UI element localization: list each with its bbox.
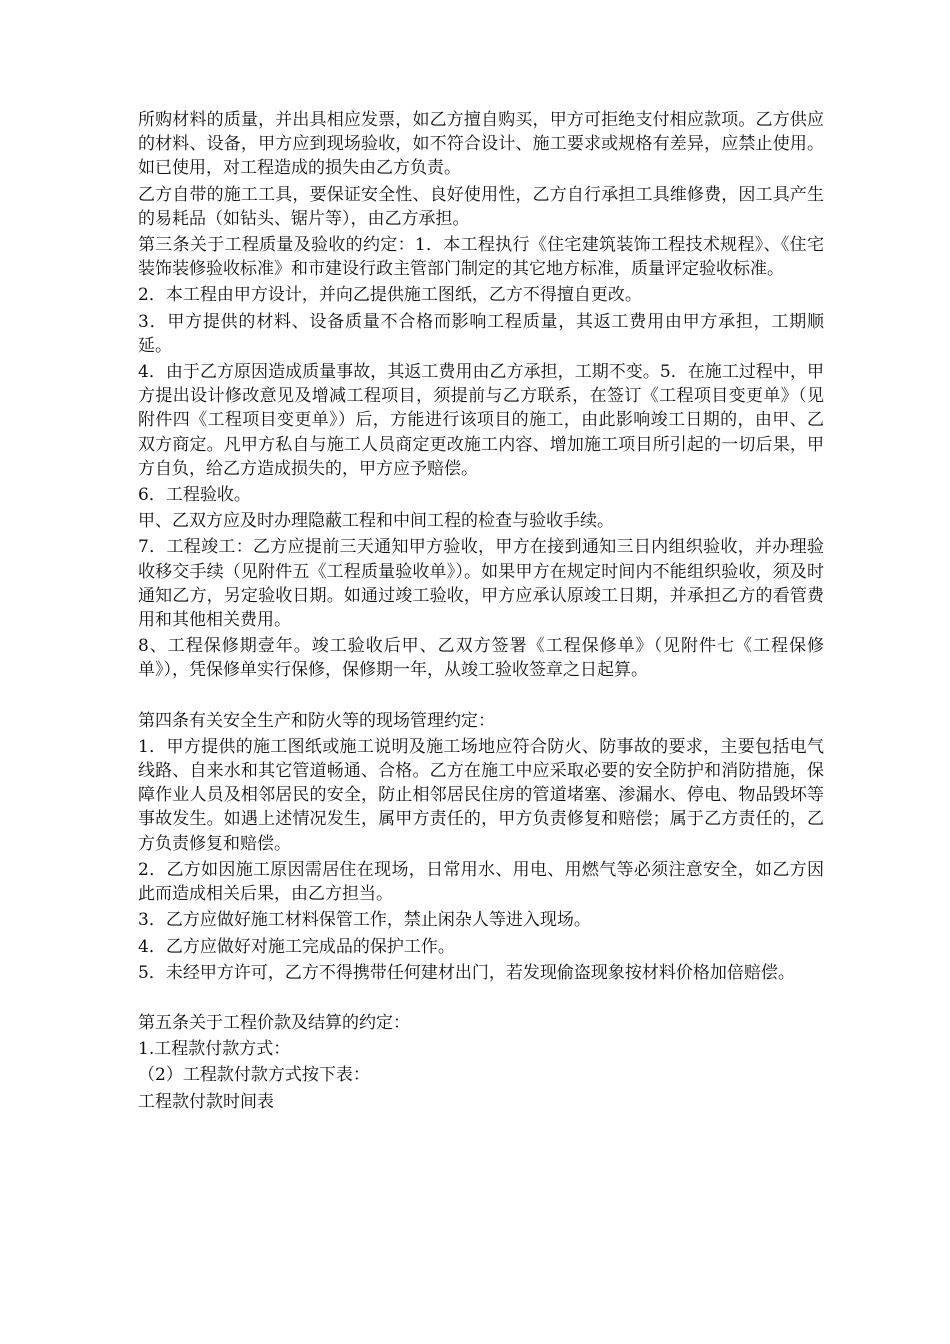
block-2 <box>138 709 824 985</box>
paragraph: （2）工程款付款方式按下表： <box>138 1065 370 1086</box>
paragraph: 8、工程保修期壹年。竣工验收后甲、乙双方签署《工程保修单》（见附件七《工程保修单》），凭保修单实行保修，保修期一年，从竣工验收签章之日起算。 <box>138 636 824 681</box>
paragraph: 3．乙方应做好施工材料保管工作，禁止闲杂人等进入现场。 <box>138 910 591 931</box>
block-3 <box>138 1011 824 1114</box>
paragraph: 乙方自带的施工工具，要保证安全性、良好使用性，乙方自行承担工具维修费，因工具产生的易耗品（如钻头、锯片等），由乙方承担。 <box>138 184 824 229</box>
paragraph: 7．工程竣工：乙方应提前三天通知甲方验收，甲方在接到通知三日内组织验收，并办理验收移交手续（见附件五《工程质量验收单》）。如果甲方在规定时间内不能组织验收，须及时通知乙方，另定验收日期。如通过竣工验收，甲方应承认原竣工日期，并承担乙方的看管费用和其他相关费用。 <box>138 537 824 631</box>
section-heading: 第四条有关安全生产和防火等的现场管理约定： <box>138 710 495 731</box>
paragraph: 6．工程验收。 <box>138 485 251 506</box>
section-gap <box>138 987 824 1011</box>
paragraph: 第三条关于工程质量及验收的约定：1．本工程执行《住宅建筑装饰工程技术规程》、《住宅装饰装修验收标准》和市建设行政主管部门制定的其它地方标准，质量评定验收标准。 <box>138 235 824 280</box>
section-gap <box>138 685 824 709</box>
section-heading: 第五条关于工程价款及结算的约定： <box>138 1012 410 1033</box>
document-page <box>138 108 824 1116</box>
paragraph: 5．未经甲方许可，乙方不得携带任何建材出门，若发现偷盗现象按材料价格加倍赔偿。 <box>138 962 795 983</box>
paragraph: 2．乙方如因施工原因需居住在现场，日常用水、用电、用燃气等必须注意安全，如乙方因此而造成相关后果，由乙方担当。 <box>138 859 824 905</box>
paragraph: 2．本工程由甲方设计，并向乙提供施工图纸，乙方不得擅自更改。 <box>138 285 642 306</box>
paragraph: 甲、乙双方应及时办理隐蔽工程和中间工程的检查与验收手续。 <box>138 511 614 532</box>
paragraph: 所购材料的质量，并出具相应发票，如乙方擅自购买，甲方可拒绝支付相应款项。乙方供应的材料、设备，甲方应到现场验收，如不符合设计、施工要求或规格有差异，应禁止使用。如已使用，对工程造成的损失由乙方负责。 <box>138 110 824 179</box>
block-1 <box>138 108 824 683</box>
table-caption: 工程款付款时间表 <box>138 1091 274 1112</box>
paragraph: 1.工程款付款方式： <box>138 1039 291 1060</box>
paragraph: 3．甲方提供的材料、设备质量不合格而影响工程质量，其返工费用由甲方承担，工期顺延。 <box>138 311 824 356</box>
paragraph: 4．由于乙方原因造成质量事故，其返工费用由乙方承担，工期不变。5．在施工过程中，甲方提出设计修改意见及增减工程项目，须提前与乙方联系，在签订《工程项目变更单》（见附件四《工程项目变更单》）后，方能进行该项目的施工，由此影响竣工日期的，由甲、乙双方商定。凡甲方私自与施工人员商定更改施工内容、增加施工项目所引起的一切后果，甲方自负，给乙方造成损失的，甲方应予赔偿。 <box>138 362 824 479</box>
paragraph: 1．甲方提供的施工图纸或施工说明及施工场地应符合防火、防事故的要求，主要包括电气线路、自来水和其它管道畅通、合格。乙方在施工中应采取必要的安全防护和消防措施，保障作业人员及相邻居民的安全，防止相邻居民住房的管道堵塞、渗漏水、停电、物品毁坏等事故发生。如遇上述情况发生，属甲方责任的，甲方负责修复和赔偿；属于乙方责任的，乙方负责修复和赔偿。 <box>138 736 824 854</box>
paragraph: 4．乙方应做好对施工完成品的保护工作。 <box>138 936 455 957</box>
